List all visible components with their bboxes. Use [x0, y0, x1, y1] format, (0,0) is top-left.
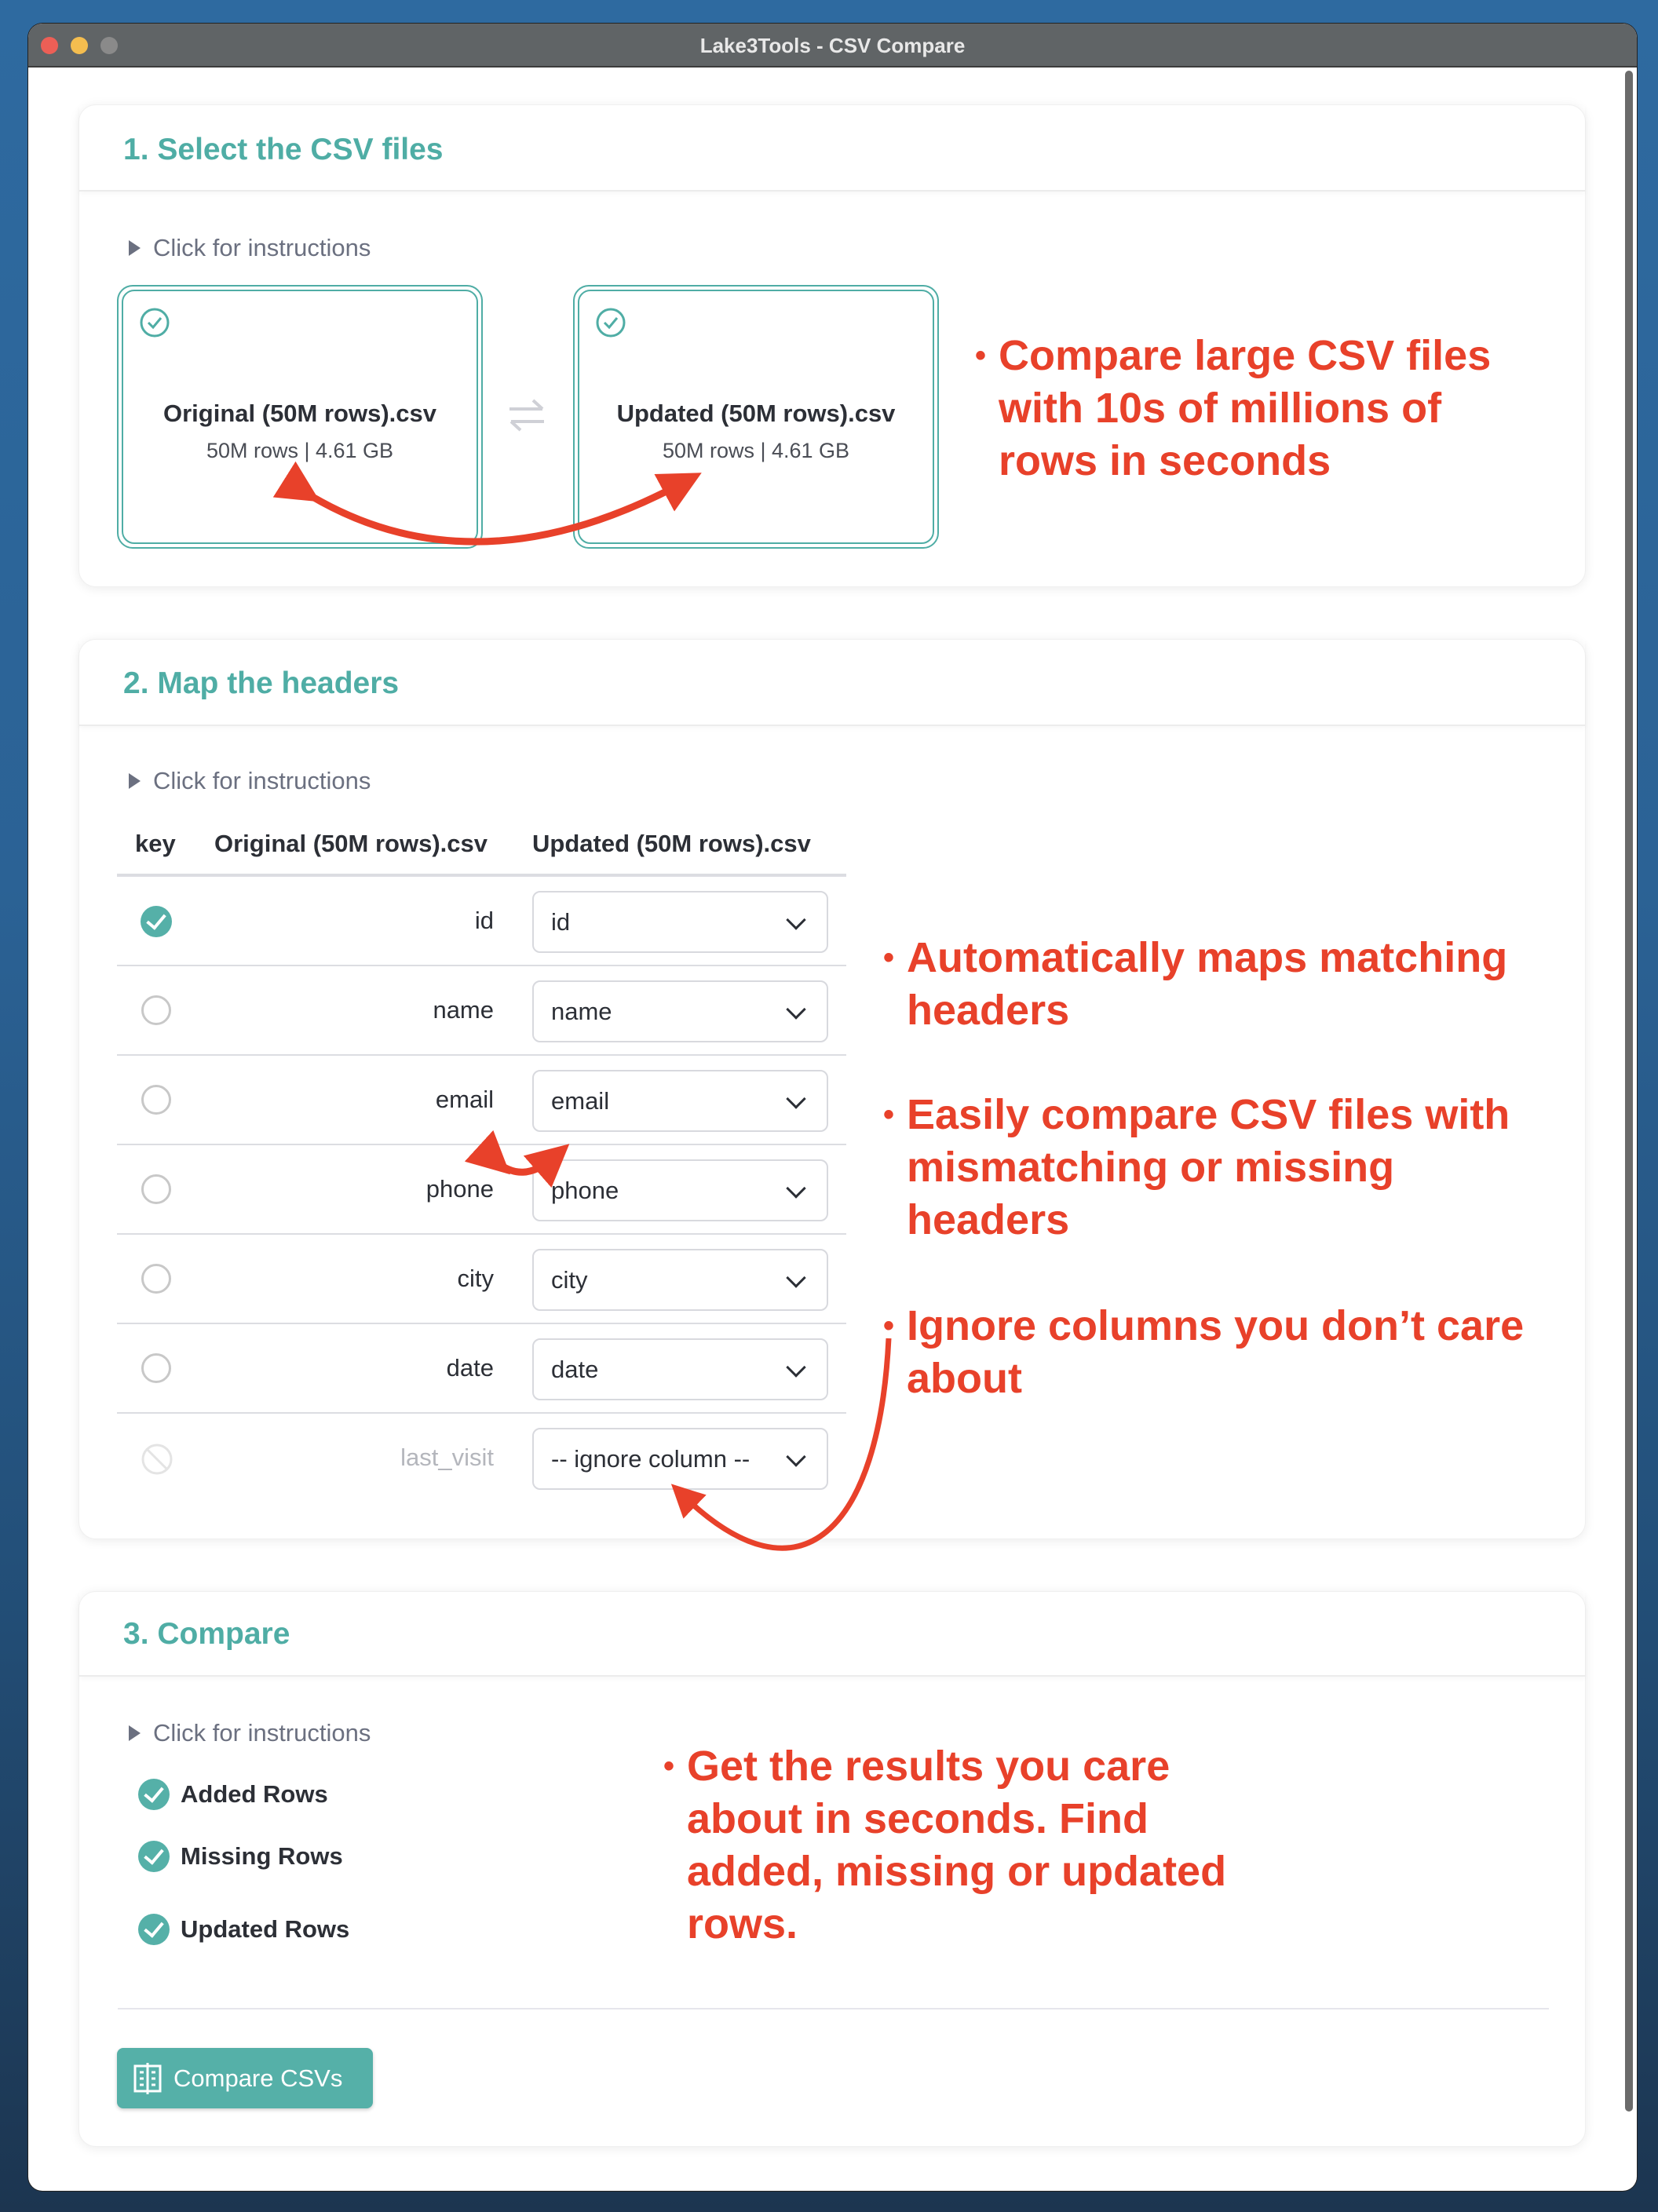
compare-csvs-button[interactable]: Compare CSVs [117, 2048, 373, 2108]
column-header-key: key [135, 830, 176, 857]
annotation-large-files: • Compare large CSV files with 10s of millions of rows in seconds [975, 332, 1492, 484]
section-title: 1. Select the CSV files [123, 133, 444, 166]
annotation-results: • Get the results you care about in seconds. Find added, missing or updated rows. [663, 1743, 1227, 1947]
header-select[interactable]: phone [532, 1159, 828, 1221]
instructions-toggle[interactable]: Click for instructions [129, 1719, 371, 1747]
instructions-toggle[interactable]: Click for instructions [129, 767, 371, 795]
original-header: name [433, 996, 494, 1024]
option-updated-rows[interactable]: Updated Rows [138, 1914, 349, 1945]
file-meta: 50M rows | 4.61 GB [662, 439, 850, 462]
header-select[interactable]: id [532, 891, 828, 953]
option-missing-rows[interactable]: Missing Rows [138, 1841, 343, 1872]
header-select[interactable]: -- ignore column -- [532, 1428, 828, 1490]
check-circle-icon [595, 307, 626, 338]
original-header: phone [425, 1175, 494, 1203]
check-circle-icon [138, 1841, 170, 1872]
chevron-down-icon [786, 1357, 805, 1377]
caret-right-icon [129, 773, 141, 789]
column-header-original: Original (50M rows).csv [214, 830, 488, 857]
caret-right-icon [129, 240, 141, 256]
file-card-original[interactable] [117, 285, 483, 549]
table-row [117, 1056, 846, 1145]
header-select[interactable]: email [532, 1070, 828, 1132]
key-radio[interactable] [141, 1353, 171, 1383]
file-meta: 50M rows | 4.61 GB [206, 439, 394, 462]
scrollbar[interactable] [1625, 71, 1633, 2112]
disabled-icon [141, 1443, 173, 1476]
swap-icon[interactable] [506, 396, 547, 434]
chevron-down-icon [786, 1447, 805, 1466]
original-header: date [446, 1354, 494, 1382]
section-title: 3. Compare [123, 1617, 290, 1651]
table-row [117, 1324, 846, 1414]
file-name: Original (50M rows).csv [163, 400, 436, 427]
instructions-toggle[interactable]: Click for instructions [129, 234, 371, 262]
key-radio[interactable] [141, 995, 171, 1025]
original-header: city [457, 1265, 494, 1292]
key-radio[interactable] [141, 1264, 171, 1294]
column-header-updated: Updated (50M rows).csv [532, 830, 811, 857]
window-title: Lake3Tools - CSV Compare [699, 34, 966, 57]
key-radio[interactable] [141, 1174, 171, 1204]
original-header: id [474, 907, 494, 934]
caret-right-icon [129, 1725, 141, 1741]
chevron-down-icon [786, 999, 805, 1019]
divider [118, 2008, 1549, 2009]
compare-columns-icon [133, 2061, 163, 2096]
table-row [117, 966, 846, 1056]
check-circle-icon [139, 307, 170, 338]
title-bar [28, 24, 1637, 68]
key-radio[interactable] [141, 1085, 171, 1115]
table-row [117, 1235, 846, 1324]
chevron-down-icon [786, 1178, 805, 1198]
table-row [117, 877, 846, 966]
annotation-auto-map: • Automatically maps matching headers [883, 934, 1508, 1034]
check-circle-icon [138, 1779, 170, 1810]
original-header: email [435, 1086, 494, 1113]
chevron-down-icon [786, 1268, 805, 1287]
chevron-down-icon [786, 1089, 805, 1108]
annotation-mismatch: • Easily compare CSV files with mismatching or missing headers [883, 1091, 1510, 1243]
file-name: Updated (50M rows).csv [616, 400, 896, 427]
file-card-updated[interactable] [573, 285, 939, 549]
header-select[interactable]: date [532, 1338, 828, 1400]
chevron-down-icon [786, 910, 805, 929]
key-selected-icon[interactable] [141, 906, 172, 937]
header-select[interactable]: city [532, 1249, 828, 1311]
option-added-rows[interactable]: Added Rows [138, 1779, 328, 1810]
table-row [117, 1145, 846, 1235]
section-title: 2. Map the headers [123, 666, 400, 700]
original-header: last_visit [400, 1444, 494, 1471]
header-select[interactable]: name [532, 980, 828, 1042]
check-circle-icon [138, 1914, 170, 1945]
table-row [117, 1414, 846, 1503]
annotation-ignore: • Ignore columns you don’t care about [883, 1302, 1525, 1402]
